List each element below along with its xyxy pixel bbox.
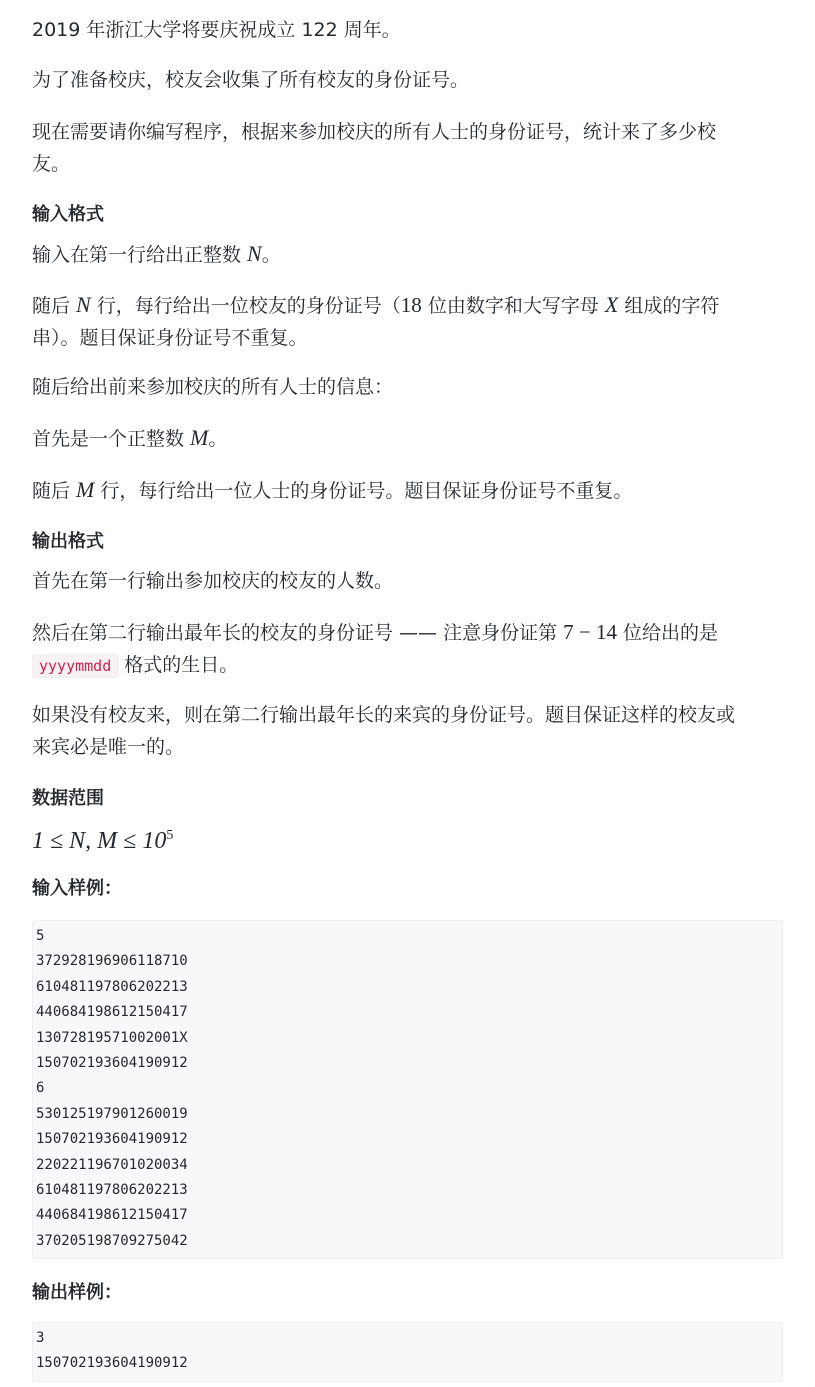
input-format-p4 — [32, 422, 783, 455]
text: 行，每行给出一位校友的身份证号（ — [90, 295, 401, 317]
data-range-heading: 数据范围 — [32, 788, 104, 809]
output-format-p3 — [32, 699, 783, 763]
output-format-p2 — [32, 616, 783, 682]
text: 然后在第二行输出最年长的校友的身份证号 —— 注意身份证第 — [32, 622, 564, 644]
text: 输入在第一行给出正整数 — [32, 244, 248, 266]
intro-paragraph-2 — [32, 64, 783, 96]
intro-paragraph-1 — [32, 14, 783, 46]
input-format-p2 — [32, 289, 783, 354]
sample-output-code[interactable]: 3 150702193604190912 — [32, 1322, 783, 1382]
math-var-n: N — [247, 241, 262, 266]
text: 首先是一个正整数 — [32, 428, 191, 450]
intro-text-3a: 现在需要请你编写程序，根据来参加校庆的所有人士的身份证号，统计来了多少校 — [32, 121, 717, 143]
sample-input-code[interactable]: 5 372928196906118710 610481197806202213 440684198612150417 13072819571002001X 150702193604190912 6 530125197901260019 150702193604190912 220221196701020034 610481197806202213 440684198612150417 370205198709275042 — [32, 920, 783, 1259]
text: 串）。题目保证身份证号不重复。 — [32, 327, 308, 349]
text: 。 — [261, 244, 281, 266]
text: 格式的生日。 — [118, 654, 239, 676]
input-format-heading: 输入格式 — [32, 204, 104, 225]
intro-text-1: 2019 年浙江大学将要庆祝成立 122 周年。 — [32, 19, 401, 41]
sample-input-heading: 输入样例： — [32, 878, 122, 899]
data-range-formula — [32, 820, 783, 857]
sample-output-heading: 输出样例： — [32, 1282, 122, 1303]
math-var-n: N — [76, 292, 91, 317]
text: 组成的字符 — [618, 295, 720, 317]
math-var-m: M — [76, 477, 95, 502]
text: 首先在第一行输出参加校庆的校友的人数。 — [32, 570, 394, 592]
intro-text-2: 为了准备校庆，校友会收集了所有校友的身份证号。 — [32, 69, 470, 91]
math-range: 7 − 14 — [563, 620, 617, 644]
text: 位由数字和大写字母 — [421, 295, 605, 317]
text: 随后给出前来参加校庆的所有人士的信息： — [32, 376, 394, 398]
input-format-p3 — [32, 371, 783, 403]
intro-paragraph-3 — [32, 116, 783, 180]
math-var-x: X — [604, 292, 619, 317]
text: 。 — [208, 428, 228, 450]
math-var-m: M — [190, 425, 209, 450]
text: 行，每行给出一位人士的身份证号。题目保证身份证号不重复。 — [94, 480, 633, 502]
math-number: 18 — [400, 293, 422, 317]
input-format-p5 — [32, 474, 783, 507]
math-range-text: 1 ≤ N, M ≤ 10 — [32, 828, 167, 854]
math-exponent: 5 — [166, 828, 174, 843]
output-format-p1 — [32, 565, 783, 597]
text: 来宾必是唯一的。 — [32, 736, 185, 758]
text: 位给出的是 — [616, 622, 719, 644]
inline-code: yyyymmdd — [32, 654, 118, 678]
text: 如果没有校友来，则在第二行输出最年长的来宾的身份证号。题目保证这样的校友或 — [32, 704, 736, 726]
input-format-p1 — [32, 238, 783, 271]
intro-text-3b: 友。 — [32, 153, 71, 175]
output-format-heading: 输出格式 — [32, 531, 104, 552]
text: 随后 — [32, 295, 77, 317]
text: 随后 — [32, 480, 77, 502]
